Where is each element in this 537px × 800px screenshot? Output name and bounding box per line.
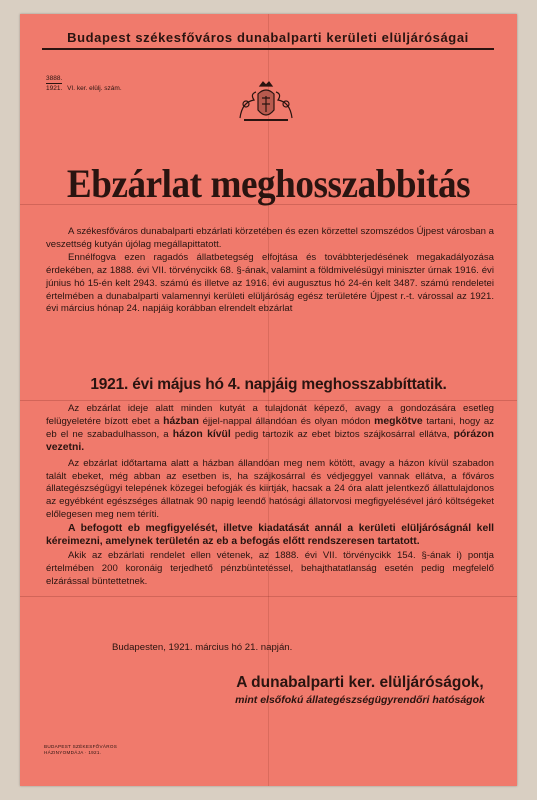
issuer-header: Budapest székesfőváros dunabalparti kerületi elüljáróságai [42,30,494,50]
tethering-rule-paragraph [46,403,494,455]
rules-text [46,403,494,589]
rule-text: pedig tartozik az ebet biztos szájkosárral ellátva, [234,428,450,440]
intro-paragraph: A székesfőváros dunabalparti ebzárlati körzetében és ezen körzettel szomszédos Újpest városban a veszettség kutyán újólag megállapittatott. [46,226,494,250]
printer-imprint [44,744,117,756]
reference-number-value: 3888. [46,75,63,82]
reference-suffix: VI. ker. elülj. szám. [67,85,122,92]
reference-year: 1921. [46,85,63,92]
reference-number [46,74,122,93]
rule-text: Az ebzárlat ideje alatt minden kutyát a tulajdonát képező, avagy a gondozására esetleg felügyeletére bízott ebet a [46,403,494,427]
capture-rule-paragraph: Az ebzárlat időtartama alatt a házban állandóan meg nem kötött, avagy a házon kívül szabadon talált ebeket, még abban az esetben is, ha szájkosárral és védjeggyel vannak ellátva, a főváros állategészségügyi telepének közegei befogják és kiirtják, hacsak a 24 óra alatt jelentkező állattulajdonos az egyébként egészséges állatnak 90 napig leendő hatósági állatorvosi megfigyelésével járó költségeket előlegesen meg nem téríti. [46,457,494,521]
issue-date: Budapesten, 1921. március hó 21. napján. [112,642,293,653]
observation-request-paragraph: A befogott eb megfigyelését, illetve kiadatását annál a kerületi elüljáróságnál kell kéreimezni, amelynek területén az eb a befogás előtt rendszeresen tartatott. [46,523,494,548]
poster-title: Ebzárlat meghosszabbitás [66,161,471,206]
signature-authority: A dunabalparti ker. elüljáróságok, [236,674,484,691]
rule-text: tartani, hogy az eb el ne szabadulhasson, a [46,415,494,440]
rule-emphasis: pórázon vezetni. [46,428,494,453]
signature-role: mint elsőfokú állategészségügyrendőri hatóságok [235,694,485,706]
coat-of-arms-icon [232,80,300,126]
rule-emphasis: házban [163,415,199,427]
poster [20,14,517,786]
rule-emphasis: házon kívül [172,428,231,440]
fold-line [268,14,269,786]
printer-line: BUDAPEST SZÉKESFŐVÁROS [44,744,118,749]
extension-headline: 1921. évi május hó 4. napjáig meghosszabbíttatik. [90,376,447,393]
legal-basis-paragraph: Ennélfogva ezen ragadós állatbetegség elfojtása és továbbterjedésének megakadályozása érdekében, az 1888. évi VII. törvénycikk 68. §-ának, valamint a földmivelésügyi miniszter úrnak 1916. évi június hó 15-én kelt 2943. számú és illetve az 1916. évi augusztus hó 24-én kelt 3487. számú rendeletei értelmében a dunabalparti valamennyi kerületi elüljáróság egész területére Újpest r.-t. várossal az 1921. évi március hónap 24. napjáig korábban elrendelt ebzárlat [46,251,494,315]
penalty-paragraph: Akik az ebzárlati rendelet ellen vétenek, az 1888. évi VII. törvénycikk 154. §-ának i) pontja értelmében 200 koronáig terjedhető pénzbüntetéssel, behajthatatlanság esetén pedig megfelelő elzárással büntettetnek. [46,549,494,587]
rule-emphasis: megkötve [374,415,423,427]
printer-line: HÁZINYOMDÁJA · 1921. [44,750,102,755]
intro-text [46,226,494,316]
rule-text: éjjel-nappal állandóan és olyan módon [202,415,371,427]
